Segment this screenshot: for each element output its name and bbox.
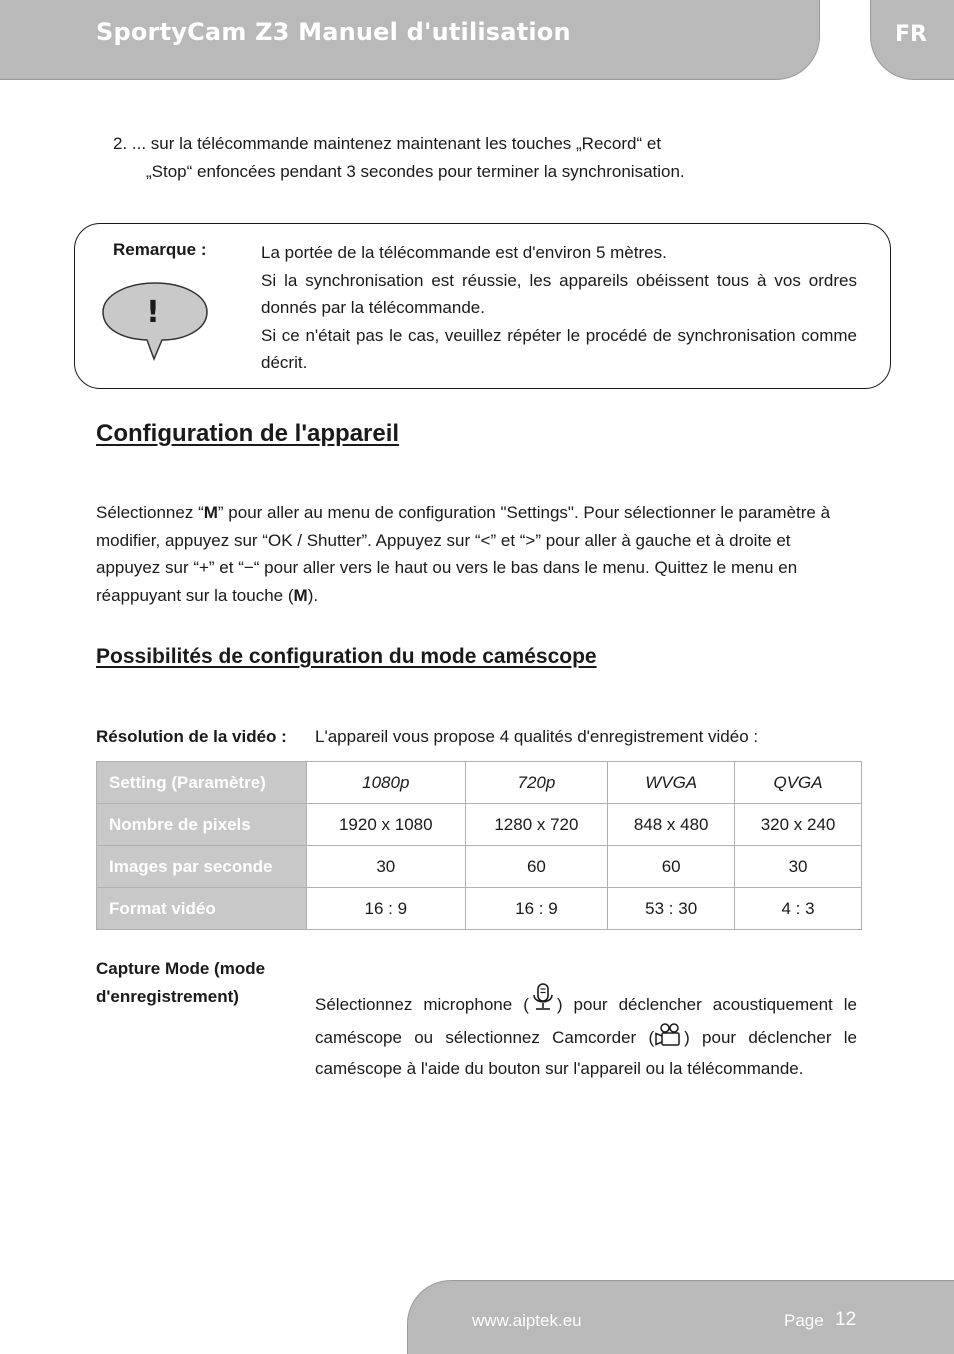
- resolution-text: L'appareil vous propose 4 qualités d'enregistrement vidéo :: [315, 727, 759, 746]
- table-cell: 30: [307, 846, 466, 888]
- row-header: Images par seconde: [97, 846, 307, 888]
- config-text-2: ” pour aller au menu de configuration "Settings". Pour sélectionner le paramètre à modifier, appuyez sur “OK / Shutter”. Appuyez sur “<” et “>” pour aller à gauche et à droite et appuyez sur “+” et “−“ pour aller vers le haut ou vers le bas dans le menu. Quittez le menu en réappuyant sur la touche (: [96, 503, 831, 605]
- capture-text-1: Sélectionnez microphone (: [315, 995, 529, 1014]
- camcorder-icon: [654, 1023, 684, 1056]
- page-label: Page: [784, 1311, 824, 1330]
- capture-text-2: ) pour déclencher acoustiquement le caméscope ou sélectionnez Camcorder (: [315, 995, 858, 1047]
- resolution-table: [96, 761, 862, 930]
- microphone-icon: [529, 982, 557, 1023]
- table-row: [97, 846, 862, 888]
- table-cell: 30: [735, 846, 862, 888]
- step-line-2: „Stop“ enfoncées pendant 3 secondes pour terminer la synchronisation.: [146, 161, 685, 181]
- warning-bubble-icon: [100, 280, 212, 369]
- step-line-1: 2. ... sur la télécommande maintenez maintenant les touches „Record“ et: [113, 134, 662, 153]
- config-text-3: ).: [307, 585, 319, 605]
- note-line: La portée de la télécommande est d'environ 5 mètres.: [261, 243, 667, 262]
- table-row: [97, 762, 862, 804]
- table-cell: 60: [465, 846, 608, 888]
- table-cell: 848 x 480: [608, 804, 735, 846]
- capture-label-line-1: Capture Mode (mode: [96, 959, 266, 978]
- section-heading-camcorder: Possibilités de configuration du mode caméscope: [96, 645, 597, 668]
- table-cell: 4 : 3: [735, 888, 862, 930]
- resolution-label: Résolution de la vidéo :: [96, 727, 287, 746]
- table-cell: 1920 x 1080: [307, 804, 466, 846]
- capture-mode-label: [96, 955, 265, 1010]
- document-title: SportyCam Z3 Manuel d'utilisation: [96, 18, 571, 46]
- table-cell: QVGA: [735, 762, 862, 804]
- capture-mode-text: [315, 982, 857, 1083]
- note-line: Si la synchronisation est réussie, les appareils obéissent tous à vos ordres donnés par la télécommande.: [261, 270, 857, 317]
- sync-step-2: [113, 130, 833, 185]
- row-header: Format vidéo: [97, 888, 307, 930]
- warning-mark: !: [146, 295, 160, 330]
- note-text: [261, 239, 857, 377]
- capture-label-line-2: d'enregistrement): [96, 986, 239, 1006]
- table-cell: 60: [608, 846, 735, 888]
- table-cell: 1280 x 720: [465, 804, 608, 846]
- table-row: [97, 804, 862, 846]
- section-heading-configuration: Configuration de l'appareil: [96, 420, 400, 447]
- table-cell: 16 : 9: [465, 888, 608, 930]
- row-header: Nombre de pixels: [97, 804, 307, 846]
- row-header: Setting (Paramètre): [97, 762, 307, 804]
- table-row: [97, 888, 862, 930]
- note-line: Si ce n'était pas le cas, veuillez répéter le procédé de synchronisation comme décrit.: [261, 325, 857, 372]
- table-cell: 320 x 240: [735, 804, 862, 846]
- configuration-paragraph: [96, 499, 836, 609]
- config-text-1: Sélectionnez “: [96, 503, 204, 522]
- table-cell: 53 : 30: [608, 888, 735, 930]
- key-m: M: [293, 585, 308, 605]
- key-m: M: [203, 503, 218, 522]
- page-number: 12: [835, 1309, 857, 1330]
- website-link[interactable]: www.aiptek.eu: [472, 1311, 582, 1330]
- note-label: Remarque :: [113, 240, 207, 259]
- capture-text-3: ) pour déclencher le caméscope à l'aide du bouton sur l'appareil ou la télécommande.: [315, 1027, 857, 1078]
- table-cell: 1080p: [307, 762, 466, 804]
- table-cell: 720p: [465, 762, 608, 804]
- table-cell: WVGA: [608, 762, 735, 804]
- table-cell: 16 : 9: [307, 888, 466, 930]
- language-label: FR: [895, 22, 927, 47]
